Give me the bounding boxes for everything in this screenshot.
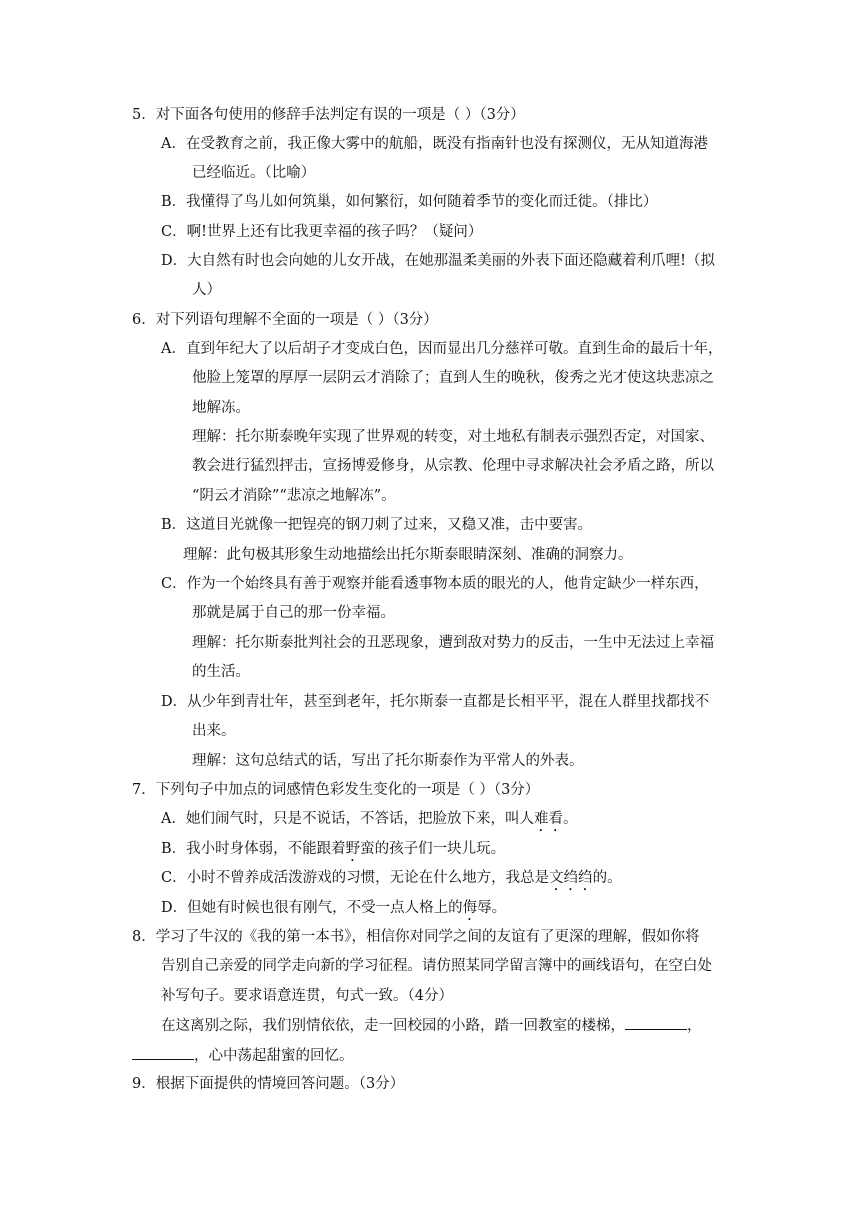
emphasized-word: 文绉绉	[549, 870, 593, 886]
q6-option-d-explanation: 理解：这句总结式的话，写出了托尔斯泰作为平常人的外表。	[192, 753, 584, 769]
emphasized-word: 野	[345, 841, 361, 857]
q7-option-c: C．小时不曾养成活泼游戏的习惯，无论在什么地方，我总是文绉绉的。	[161, 870, 622, 886]
q6-option-d-cont: 出来。	[192, 723, 236, 739]
q8-stem-cont: 补写句子。要求语意连贯，句式一致。（4分）	[161, 988, 453, 1004]
q6-option-c-explanation: 的生活。	[192, 664, 250, 680]
q6-option-a-explanation: 理解：托尔斯泰晚年实现了世界观的转变，对土地私有制表示强烈否定，对国家、	[192, 429, 714, 445]
q5-option-d-cont: 人）	[192, 282, 221, 298]
q7-option-b: B．我小时身体弱，不能跟着野蛮的孩子们一块儿玩。	[161, 841, 506, 857]
q8-stem-cont: 告别自己亲爱的同学走向新的学习征程。请仿照某同学留言簿中的画线语句，在空白处	[161, 958, 712, 974]
q5-option-d: D．大自然有时也会向她的儿女开战，在她那温柔美丽的外表下面还隐藏着利爪哩!（拟	[161, 253, 715, 269]
q6-stem: 6．对下列语句理解不全面的一项是（ ）（3分）	[132, 312, 438, 328]
q5-option-a: A．在受教育之前，我正像大雾中的航船，既没有指南针也没有探测仪，无从知道海港	[161, 136, 708, 152]
answer-blank-2[interactable]	[132, 1045, 194, 1060]
q7-option-a: A．她们闹气时，只是不说话，不答话，把脸放下来，叫人难看。	[161, 811, 578, 827]
q6-option-d: D．从少年到青壮年，甚至到老年，托尔斯泰一直都是长相平平，混在人群里找都找不	[161, 694, 710, 710]
q5-option-c: C．啊!世界上还有比我更幸福的孩子吗？（疑问）	[161, 224, 483, 240]
emphasized-word: 侮	[462, 900, 478, 916]
q6-option-a-cont: 他脸上笼罩的厚厚一层阴云才消除了；直到人生的晚秋，俊秀之光才使这块悲凉之	[192, 370, 714, 386]
q6-option-a: A．直到年纪大了以后胡子才变成白色，因而显出几分慈祥可敬。直到生命的最后十年，	[161, 341, 723, 357]
q6-option-a-cont: 地解冻。	[192, 400, 250, 416]
q6-option-b: B．这道目光就像一把锃亮的钢刀刺了过来，又稳又准，击中要害。	[161, 517, 593, 533]
emphasized-word: 难看	[533, 811, 563, 827]
q8-prompt-sentence: 在这离别之际，我们别情依依，走一回校园的小路，踏一回教室的楼梯， ，	[161, 1015, 702, 1036]
q7-option-d: D．但她有时候也很有刚气，不受一点人格上的侮辱。	[161, 900, 507, 916]
q8-stem: 8．学习了牛汉的《我的第一本书》，相信你对同学之间的友谊有了更深的理解，假如你将	[132, 929, 700, 945]
q6-option-a-explanation: “阴云才消除”“悲凉之地解冻”。	[192, 488, 396, 504]
q9-stem: 9．根据下面提供的情境回答问题。（3分）	[132, 1076, 405, 1092]
q6-option-b-explanation: 理解：此句极其形象生动地描绘出托尔斯泰眼睛深刻、准确的洞察力。	[183, 547, 633, 563]
q5-option-b: B．我懂得了鸟儿如何筑巢，如何繁衍，如何随着季节的变化而迁徙。（排比）	[161, 194, 658, 210]
q6-option-a-explanation: 教会进行猛烈抨击，宣扬博爱修身，从宗教、伦理中寻求解决社会矛盾之路，所以	[192, 458, 714, 474]
q5-stem: 5．对下面各句使用的修辞手法判定有误的一项是（ ）（3分）	[132, 107, 525, 123]
q7-stem: 7．下列句子中加点的词感情色彩发生变化的一项是（ ）（3分）	[132, 782, 540, 798]
q5-option-a-cont: 已经临近。（比喻）	[192, 165, 316, 181]
answer-blank-1[interactable]	[625, 1015, 687, 1030]
q6-option-c-cont: 那就是属于自己的那一份幸福。	[192, 605, 395, 621]
q6-option-c-explanation: 理解：托尔斯泰批判社会的丑恶现象，遭到敌对势力的反击，一生中无法过上幸福	[192, 635, 714, 651]
q8-prompt-sentence-cont: ，心中荡起甜蜜的回忆。	[132, 1045, 354, 1066]
q6-option-c: C．作为一个始终具有善于观察并能看透事物本质的眼光的人，他肯定缺少一样东西，	[161, 576, 709, 592]
